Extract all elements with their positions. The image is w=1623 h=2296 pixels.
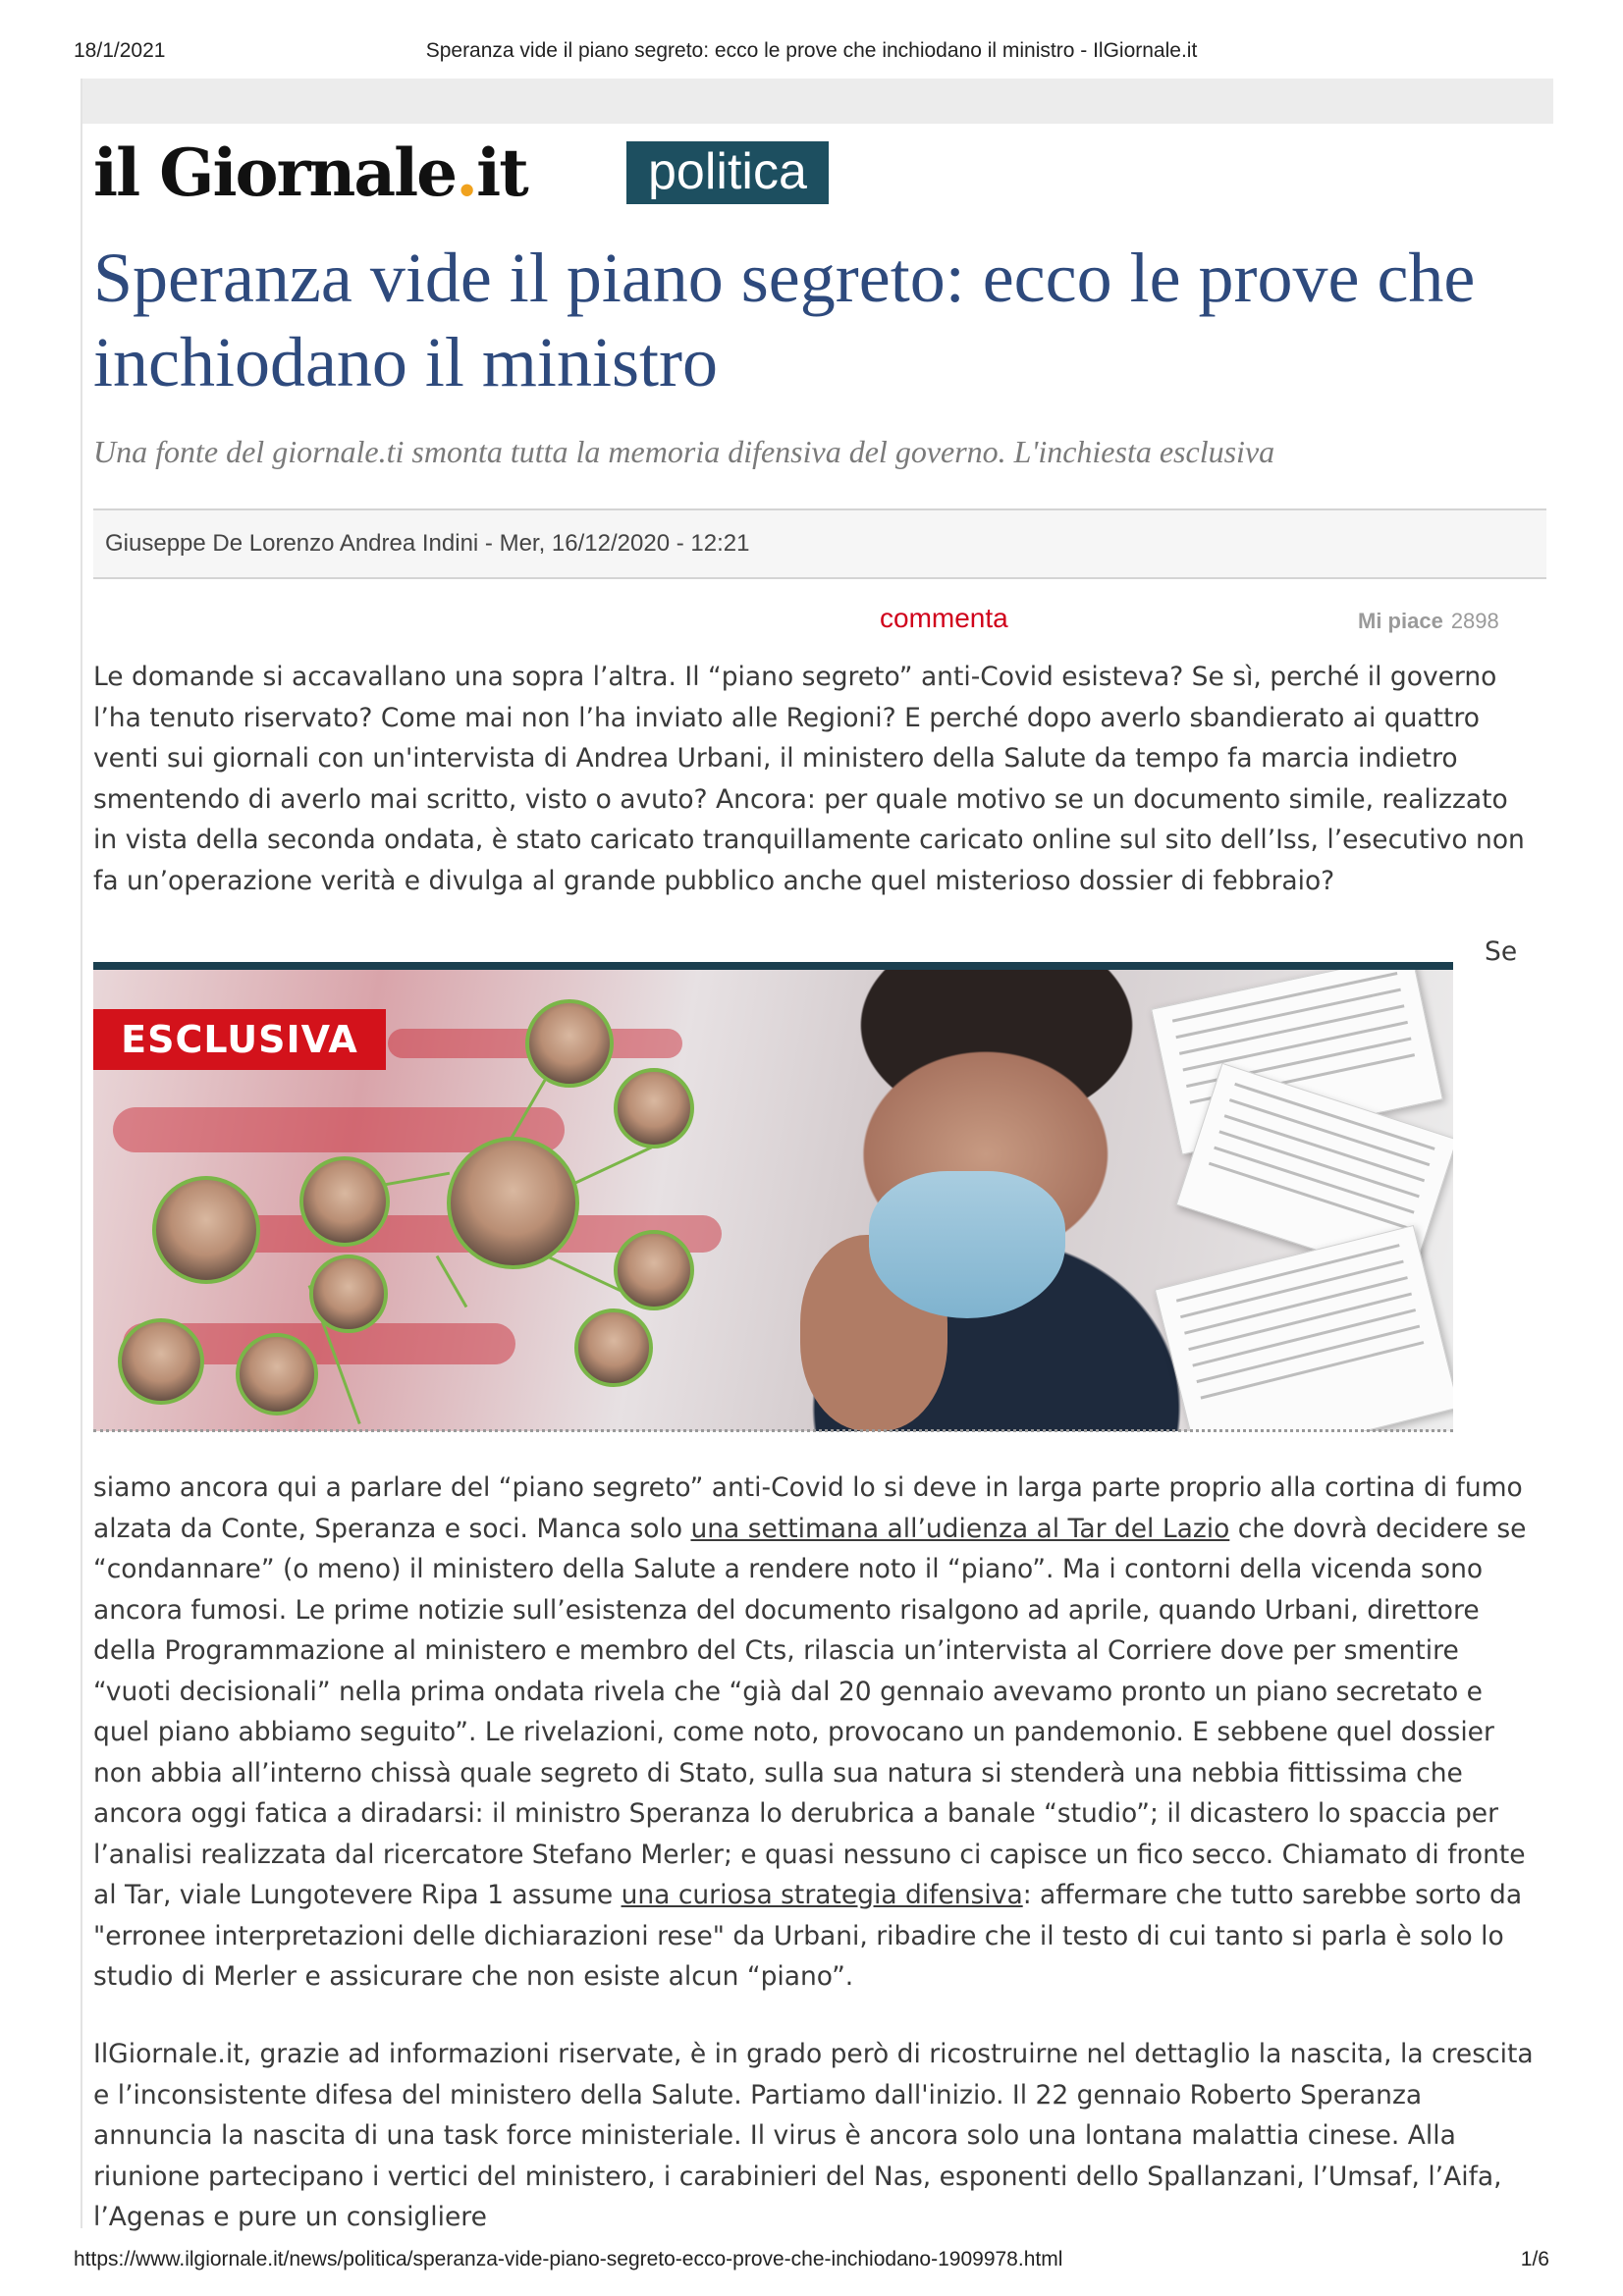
article-subheadline: Una fonte del giornale.ti smonta tutta la memoria difensiva del governo. L'inchiesta esclusiva: [93, 434, 1275, 469]
print-header: [74, 39, 1549, 69]
profile-photo: [574, 1308, 653, 1387]
top-nav-bar: [81, 79, 1553, 124]
article-image: [93, 962, 1453, 1431]
paragraph-text: : affermare che tutto sarebbe sorto da "erronee interpretazioni delle dichiarazioni rese" da Urbani, ribadire che il testo di cui tanto si parla è solo lo studio di Merler e assicurare che non esiste alcun “piano”.: [93, 1880, 1523, 1992]
site-logo[interactable]: [93, 133, 527, 212]
page-left-border: [81, 79, 82, 2228]
network-link: [436, 1255, 468, 1308]
tar-hearing-link[interactable]: una settimana all’udienza al Tar del Lazio: [690, 1513, 1230, 1544]
article-paragraph-3: IlGiornale.it, grazie ad informazioni riservate, è in grado però di ricostruirne nel dettaglio la nascita, la crescita e l’inconsistente difesa del ministero della Salute. Partiamo dall'inizio. Il 22 gennaio Roberto Speranza annuncia la nascita di una task force ministeriale. Il virus è ancora solo una lontana malattia cinese. Alla riunione partecipano i vertici del ministero, i carabinieri del Nas, esponenti dello Spallanzani, l’Umsaf, l’Aifa, l’Agenas e pure un consigliere: [93, 2039, 1534, 2232]
print-document-title: Speranza vide il piano segreto: ecco le prove che inchiodano il ministro - IlGiornale.it: [425, 39, 1198, 62]
defense-strategy-link[interactable]: una curiosa strategia difensiva: [621, 1880, 1023, 1910]
logo-text-tld: it: [476, 134, 527, 211]
profile-photo: [309, 1255, 388, 1333]
profile-photo: [236, 1333, 318, 1415]
face-mask-shape: [869, 1171, 1065, 1318]
print-date: 18/1/2021: [74, 39, 166, 62]
profile-photo: [152, 1176, 260, 1284]
paragraph-text: siamo ancora qui a parlare del “piano segreto” anti-Covid lo si deve in larga parte proprio alla cortina di fumo alzata da Conte, Speranza e soci. Manca solo: [93, 1472, 1523, 1544]
section-badge-politica[interactable]: politica: [626, 141, 829, 204]
profile-photo: [614, 1230, 694, 1310]
paragraph-text: che dovrà decidere se “condannare” (o meno) il ministero della Salute a rendere noto il “piano”. Ma i contorni della vicenda sono ancora fumosi. Le prime notizie sull’esistenza del documento risalgono ad aprile, quando Urbani, direttore della Programmazione al ministero e membro del Cts, rilascia un’intervista al Corriere dove per smentire “vuoti decisionali” nella prima ondata rivela che “già dal 20 gennaio avevamo pronto un piano secretato e quel piano abbiamo seguito”. Le rivelazioni, come noto, provocano un pandemonio. E sebbene quel dossier non abbia all’interno chissà quale segreto di Stato, sulla sua natura si stenderà una nebbia fittissima che ancora oggi fatica a diradarsi: il ministro Speranza lo derubrica a banale “studio”; il dicastero lo spaccia per l’analisi realizzata dal ricercatore Stefano Merler; e quasi nessuno ci capisce un fico secco. Chiamato di fronte al Tar, viale Lungotevere Ripa 1 assume: [93, 1513, 1527, 1910]
like-count: 2898: [1450, 609, 1499, 633]
logo-dot: .: [456, 134, 477, 211]
article-paragraph-2: [93, 1468, 1537, 1998]
profile-photo: [525, 999, 614, 1088]
comment-link[interactable]: commenta: [880, 603, 1008, 633]
article-paragraph-1: Le domande si accavallano una sopra l’altra. Il “piano segreto” anti-Covid esisteva? Se sì, perché il governo l’ha tenuto riservato? Come mai non l’ha inviato alle Regioni? E perché dopo averlo sbandierato ai quattro venti sui giornali con un'intervista di Andrea Urbani, il ministero della Salute da tempo fa marcia indietro smentendo di averlo mai scritto, visto o avuto? Ancora: per quale motivo se un documento simile, realizzato in vista della seconda ondata, è stato caricato tranquillamente caricato online sul sito dell’Iss, l’esecutivo non fa un’operazione verità e divulga al grande pubblico anche quel misterioso dossier di febbraio?: [93, 662, 1525, 896]
article-byline: Giuseppe De Lorenzo Andrea Indini - Mer, 16/12/2020 - 12:21: [93, 508, 1546, 579]
profile-photo: [299, 1156, 390, 1247]
page-number: 1/6: [1520, 2248, 1549, 2270]
article-headline: Speranza vide il piano segreto: ecco le prove che inchiodano il ministro: [93, 239, 1476, 401]
like-label: Mi piace: [1358, 609, 1443, 633]
profile-photo: [118, 1318, 204, 1405]
floated-word: Se: [1485, 936, 1518, 967]
like-counter[interactable]: [1358, 609, 1499, 634]
logo-text-main: il Giornale: [93, 134, 457, 211]
image-dotted-rule: [93, 1429, 1453, 1432]
profile-photo: [447, 1137, 579, 1269]
exclusive-badge: ESCLUSIVA: [93, 1009, 386, 1070]
print-url: https://www.ilgiornale.it/news/politica/speranza-vide-piano-segreto-ecco-prove-che-inchiodano-1909978.html: [74, 2248, 1063, 2270]
profile-photo: [614, 1068, 694, 1148]
